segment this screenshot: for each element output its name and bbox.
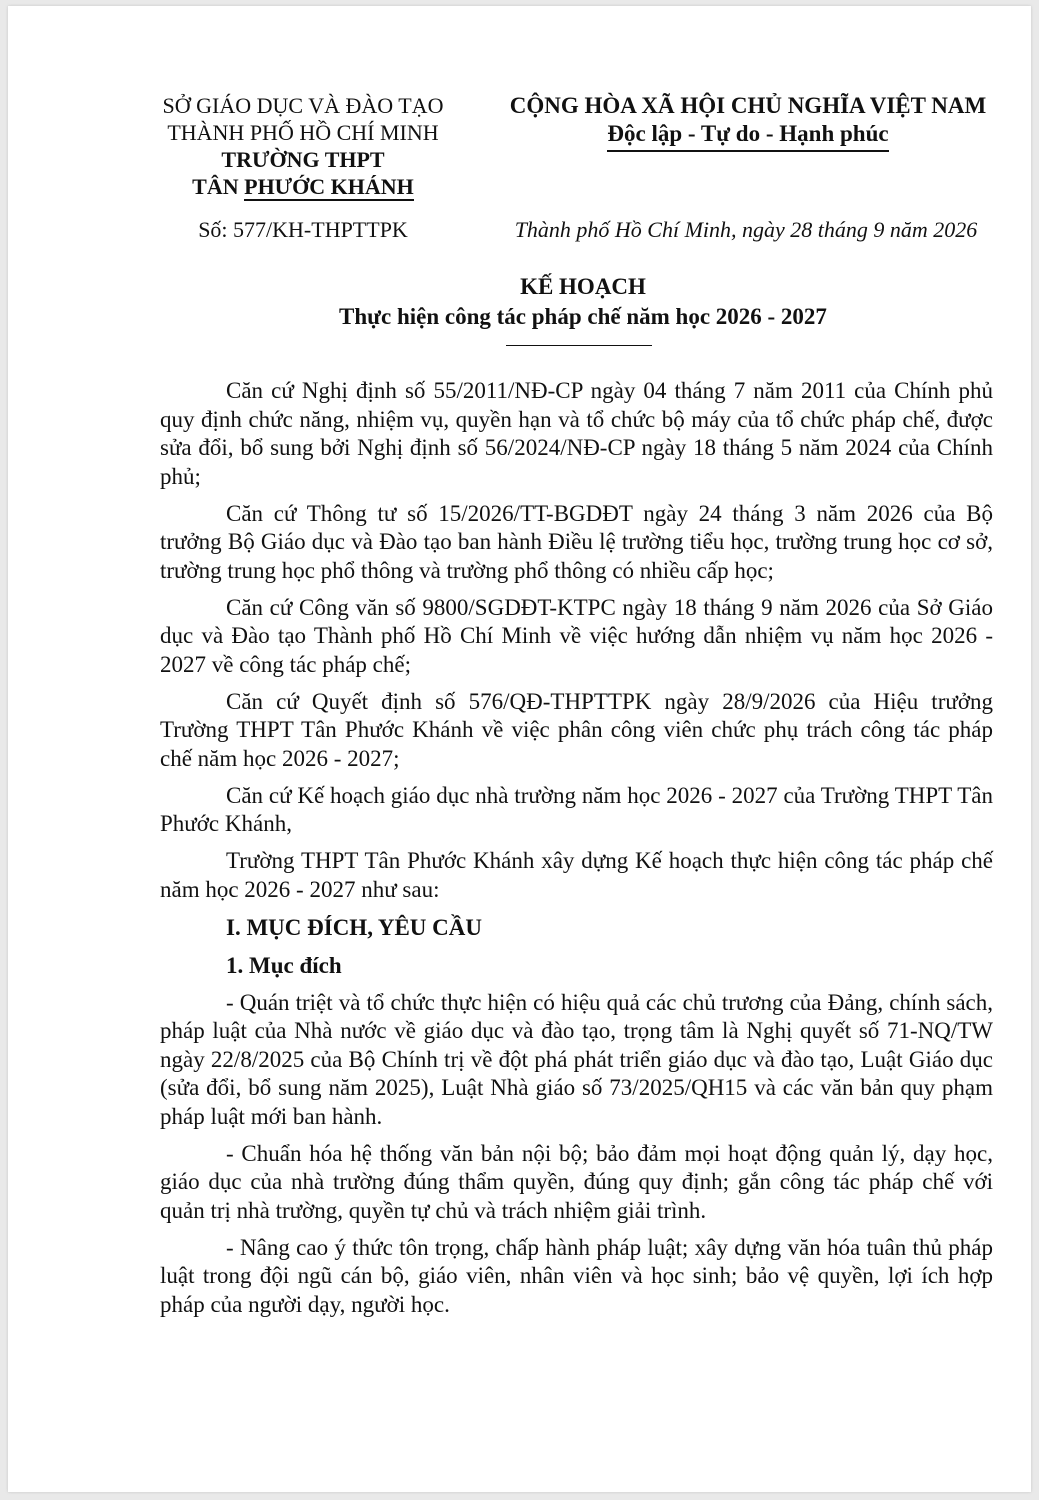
school-name-line1: TRƯỜNG THPT [221,147,385,172]
legal-basis-paragraph: Căn cứ Kế hoạch giáo dục nhà trường năm học 2026 - 2027 của Trường THPT Tân Phước Khánh, [160,782,993,836]
legal-basis-paragraph: Căn cứ Nghị định số 55/2011/NĐ-CP ngày 04 tháng 7 năm 2011 của Chính phủ quy định chức năng, nhiệm vụ, quyền hạn và tổ chức bộ máy của tổ chức pháp chế, được sửa đổi, bổ sung bởi Nghị định số 56/2024/NĐ-CP ngày 18 tháng 5 năm 2024 của Chính phủ; [160,378,993,489]
purpose-item: - Nâng cao ý thức tôn trọng, chấp hành pháp luật; xây dựng văn hóa tuân thủ pháp luật trong đội ngũ cán bộ, giáo viên, nhân viên và học sinh; bảo vệ quyền, lợi ích hợp pháp của người dạy, người học. [160,1234,993,1317]
intro-paragraph: Trường THPT Tân Phước Khánh xây dựng Kế hoạch thực hiện công tác pháp chế năm học 2026 - 2027 như sau: [160,848,993,902]
title-divider [506,345,652,346]
document-title: KẾ HOẠCH [520,274,646,299]
section-heading: I. MỤC ĐÍCH, YÊU CẦU [226,914,482,940]
school-name-line2 [148,173,458,201]
document-number: Số: 577/KH-THPTTPK [198,217,408,242]
school-name-prefix: TÂN [192,174,245,199]
purpose-item: - Chuẩn hóa hệ thống văn bản nội bộ; bảo đảm mọi hoạt động quản lý, dạy học, giáo dục của nhà trường đúng thẩm quyền, đúng quy định; gắn công tác pháp chế với quản trị nhà trường, quyền tự chủ và trách nhiệm giải trình. [160,1140,993,1223]
document-subtitle: Thực hiện công tác pháp chế năm học 2026 - 2027 [339,304,827,329]
national-motto: Độc lập - Tự do - Hạnh phúc [607,120,888,152]
issuing-agency-block [148,92,458,201]
school-name-underlined: PHƯỚC KHÁNH [244,174,414,199]
purpose-item: - Quán triệt và tổ chức thực hiện có hiệu quả các chủ trương của Đảng, chính sách, pháp luật của Nhà nước về giáo dục và đào tạo, trọng tâm là Nghị quyết số 71-NQ/TW ngày 22/8/2025 của Bộ Chính trị về đột phá phát triển giáo dục và đào tạo, Luật Giáo dục (sửa đổi, bổ sung năm 2025), Luật Nhà giáo số 73/2025/QH15 và các văn bản quy phạm pháp luật mới ban hành. [160,989,993,1129]
place-and-date: Thành phố Hồ Chí Minh, ngày 28 tháng 9 năm 2026 [514,217,978,242]
city-name: THÀNH PHỐ HỒ CHÍ MINH [167,120,439,145]
subsection-heading: 1. Mục đích [226,952,342,978]
legal-basis-paragraph: Căn cứ Quyết định số 576/QĐ-THPTTPK ngày 28/9/2026 của Hiệu trưởng Trường THPT Tân Phước Khánh về việc phân công viên chức phụ trách công tác pháp chế năm học 2026 - 2027; [160,688,993,771]
document-body [160,377,993,1328]
legal-basis-paragraph: Căn cứ Thông tư số 15/2026/TT-BGDĐT ngày 24 tháng 3 năm 2026 của Bộ trưởng Bộ Giáo dục và Đào tạo ban hành Điều lệ trường tiểu học, trường trung học cơ sở, trường trung học phổ thông và trường phổ thông có nhiều cấp học; [160,500,993,583]
department-name: SỞ GIÁO DỤC VÀ ĐÀO TẠO [162,93,444,118]
document-title-block [8,272,1039,332]
legal-basis-paragraph: Căn cứ Công văn số 9800/SGDĐT-KTPC ngày 18 tháng 9 năm 2026 của Sở Giáo dục và Đào tạo Thành phố Hồ Chí Minh về việc hướng dẫn nhiệm vụ năm học 2026 - 2027 về công tác pháp chế; [160,594,993,677]
document-page [8,6,1031,1492]
nation-name: CỘNG HÒA XÃ HỘI CHỦ NGHĨA VIỆT NAM [509,93,987,118]
national-header-block [503,92,993,152]
